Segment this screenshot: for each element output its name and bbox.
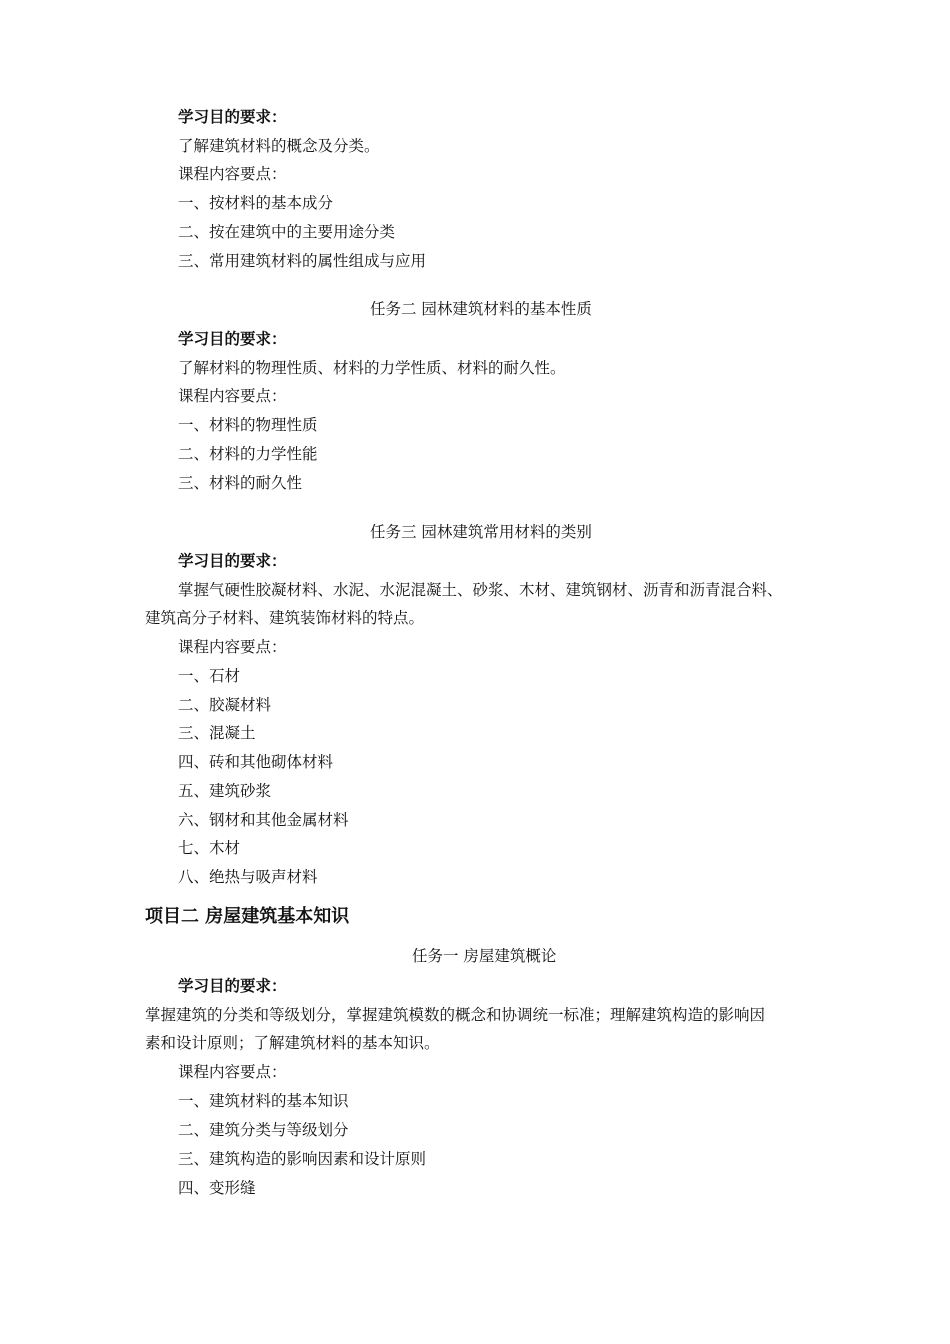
- list-item: 一、建筑材料的基本知识: [178, 1092, 349, 1110]
- goal-text: 掌握建筑的分类和等级划分，掌握建筑模数的概念和协调统一标准；理解建筑构造的影响因: [145, 1006, 766, 1024]
- project-title: 项目二 房屋建筑基本知识: [145, 906, 350, 927]
- goal-label: 学习目的要求：: [178, 977, 287, 995]
- list-item: 四、变形缝: [178, 1179, 256, 1197]
- goal-label: 学习目的要求：: [178, 108, 287, 126]
- goal-text: 了解材料的物理性质、材料的力学性质、材料的耐久性。: [178, 359, 566, 377]
- list-item: 四、砖和其他砌体材料: [178, 753, 334, 771]
- list-item: 五、建筑砂浆: [178, 782, 272, 800]
- list-item: 八、绝热与吸声材料: [178, 868, 318, 886]
- task-title: 任务一 房屋建筑概论: [412, 947, 557, 965]
- list-item: 三、材料的耐久性: [178, 474, 303, 492]
- goal-text: 建筑高分子材料、建筑装饰材料的特点。: [145, 609, 425, 627]
- list-item: 二、胶凝材料: [178, 696, 272, 714]
- list-item: 一、材料的物理性质: [178, 416, 318, 434]
- list-item: 七、木材: [178, 839, 241, 857]
- list-item: 六、钢材和其他金属材料: [178, 811, 349, 829]
- list-item: 一、石材: [178, 667, 241, 685]
- points-label: 课程内容要点：: [178, 165, 287, 183]
- list-item: 三、混凝土: [178, 724, 256, 742]
- goal-label: 学习目的要求：: [178, 552, 287, 570]
- points-label: 课程内容要点：: [178, 387, 287, 405]
- points-label: 课程内容要点：: [178, 638, 287, 656]
- goal-label: 学习目的要求：: [178, 330, 287, 348]
- task-title: 任务二 园林建筑材料的基本性质: [370, 300, 592, 318]
- list-item: 三、建筑构造的影响因素和设计原则: [178, 1150, 427, 1168]
- list-item: 一、按材料的基本成分: [178, 194, 334, 212]
- list-item: 二、材料的力学性能: [178, 445, 318, 463]
- task-title: 任务三 园林建筑常用材料的类别: [370, 523, 592, 541]
- goal-text: 素和设计原则；了解建筑材料的基本知识。: [145, 1034, 440, 1052]
- list-item: 二、按在建筑中的主要用途分类: [178, 223, 396, 241]
- goal-text: 掌握气硬性胶凝材料、水泥、水泥混凝土、砂浆、木材、建筑钢材、沥青和沥青混合料、: [178, 581, 783, 599]
- points-label: 课程内容要点：: [178, 1063, 287, 1081]
- goal-text: 了解建筑材料的概念及分类。: [178, 137, 380, 155]
- list-item: 二、建筑分类与等级划分: [178, 1121, 349, 1139]
- list-item: 三、常用建筑材料的属性组成与应用: [178, 252, 427, 270]
